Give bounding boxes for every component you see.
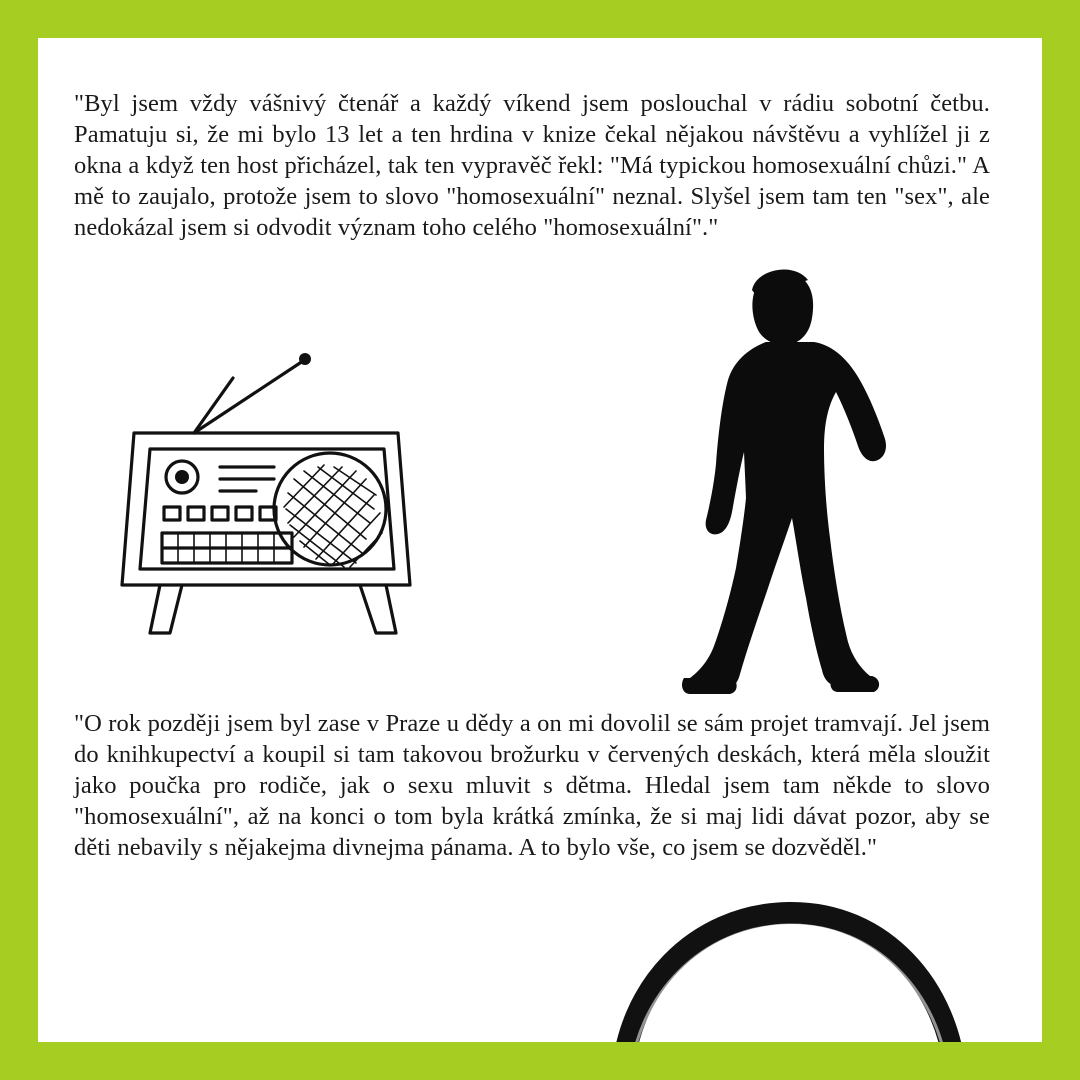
line-shape-fragment <box>188 978 418 1042</box>
paragraph-second: "O rok později jsem byl zase v Praze u dědy a on mi dovolil se sám projet tramvají. Jel jsem do knihkupectví a koupil si tam takovou brožurku v červených deskách, která měla sloužit jako poučka pro rodiče, jak o sexu mluvit s dětma. Hledal jsem tam někde to slovo "homosexuální", až na konci o tom byla krátká zmínka, že si maj lidi dávat pozor, aby se děti nebavily s nějakejma divnejma pánama. A to bylo vše, co jsem se dozvěděl." <box>74 710 990 861</box>
first-paragraph-block <box>74 88 990 243</box>
walking-man-silhouette <box>638 268 928 728</box>
paragraph-first: "Byl jsem vždy vášnivý čtenář a každý víkend jsem poslouchal v rádiu sobotní četbu. Pamatuju si, že mi bylo 13 let a ten hrdina v knize čekal nějakou návštěvu a vyhlížel ji z okna a když ten host přicházel, tak ten vypravěč řekl: "Má typickou homosexuální chůzi." A mě to zaujalo, protože jsem to slovo "homosexuální" neznal. Slyšel jsem tam ten "sex", ale nedokázal jsem si odvodit význam toho celého "homosexuální"." <box>74 90 990 241</box>
second-paragraph-block <box>74 708 990 863</box>
document-card <box>38 38 1042 1042</box>
radio-illustration <box>98 303 438 643</box>
brush-stroke-arc <box>608 893 968 1042</box>
